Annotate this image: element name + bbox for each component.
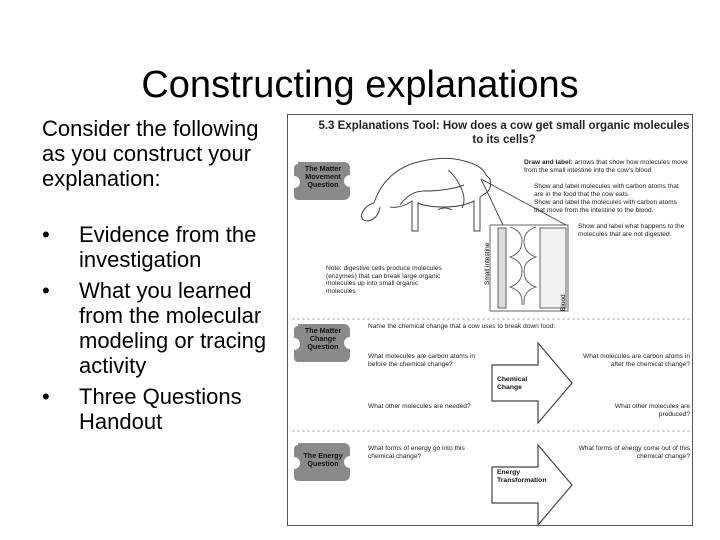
carbon-before-prompt: What molecules are carbon atoms in before the chemical change? [368,353,476,368]
bullet-marker: • [42,278,50,303]
energy-transformation-label: Energy Transformation [497,469,547,484]
other-produced-prompt: What other molecules are produced? [614,403,690,418]
draw-text: arrows that show how molecules move from the small intestine into the cow's blood [524,159,688,174]
matter-change-question-label: The Matter Change Question [304,326,342,351]
explanations-tool-handout [287,114,693,526]
handout-artwork [288,115,693,526]
draw-bullet: Show and label what happens to the molecules that are not digested. [578,223,685,238]
pointer-line [481,179,503,225]
bullet-marker: • [42,384,50,409]
bullet-text: Evidence from the investigation [79,222,257,272]
bullet-list [42,222,282,440]
intro-text: Consider the following as you construct your explanation: [42,116,259,191]
draw-label: Draw and label: [524,159,573,166]
bullet-marker: • [42,222,50,247]
blood-label: Blood [560,294,567,311]
draw-bullet: Show and label the molecules with carbon atoms that move from the intestine to the blood. [534,199,677,214]
matter-movement-question-label: The Matter Movement Question [304,164,342,189]
carbon-after-prompt: What molecules are carbon atoms in after the chemical change? [582,353,690,368]
small-intestine-label: Small intestine [484,242,491,285]
energy-transformation-arrow [492,445,572,525]
draw-bullet: Show and label molecules with carbon atoms that are in the food that the cow eats. [534,183,679,198]
bullet-item [42,278,282,378]
slide-title: Constructing explanations [141,64,579,106]
note-text: digestive cells produce molecules (enzymes) that can break large organic molecules up into small organic molecules [326,265,442,295]
energy-out-prompt: What forms of energy come out of this chemical change? [578,445,690,460]
bullet-text: Three Questions Handout [79,384,242,434]
draw-and-label-instructions [524,159,690,174]
energy-question-label: The Energy Question [303,451,343,468]
note-label: Note: [326,265,342,272]
name-change-prompt: Name the chemical change that a cow uses to break down food: [368,323,556,330]
energy-in-prompt: What forms of energy go into this chemical change? [368,445,465,460]
other-needed-prompt: What other molecules are needed? [368,403,471,410]
chemical-change-label: Chemical Change [497,376,528,391]
enzyme-note [326,265,444,295]
cow-drawing [362,158,491,231]
bullet-item [42,222,282,272]
intestine-closeup [490,225,568,311]
bullet-text: What you learned from the molecular modeling or tracing activity [79,278,267,378]
bullet-item [42,384,282,434]
handout-title: 5.3 Explanations Tool: How does a cow get small organic molecules to its cells? [318,120,690,146]
